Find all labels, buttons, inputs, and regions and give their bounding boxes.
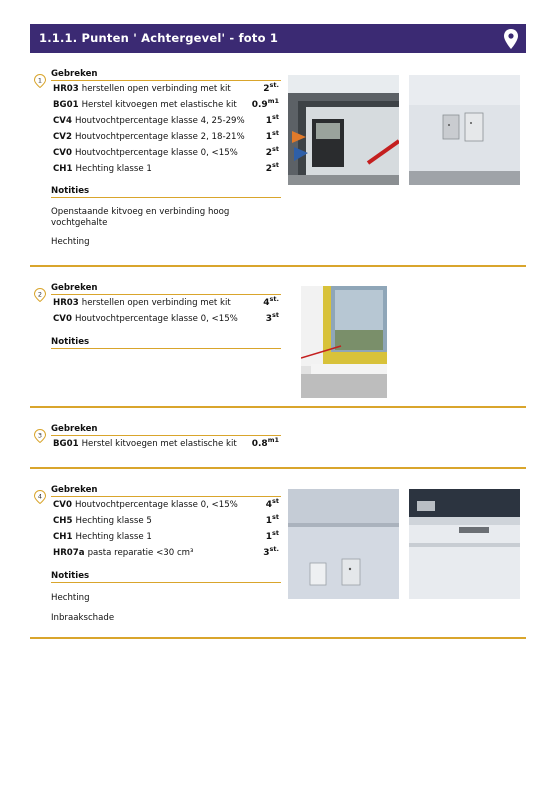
note-text: Hechting <box>51 237 90 247</box>
defect-row: CH5 Hechting klasse 5 1st <box>51 513 281 529</box>
defects-block-1 <box>51 69 281 248</box>
defects-block-4 <box>51 485 281 624</box>
heading-underline <box>51 197 281 198</box>
defect-row: CV0 Houtvochtpercentage klasse 0, <15% 4st <box>51 497 281 513</box>
photo-adhesion-test-sill[interactable] <box>288 489 399 599</box>
heading-underline <box>51 348 281 349</box>
defects-list <box>51 81 281 177</box>
item-number-3-icon <box>34 429 46 443</box>
defect-row: BG01 Herstel kitvoegen met elastische kit $0.9^{m1}$ <box>51 97 281 113</box>
photo-glue-test-strips[interactable] <box>409 75 520 185</box>
notes-heading: Notities <box>51 337 90 347</box>
defect-quantity: $2^{st.}$ <box>263 81 279 94</box>
item-separator <box>30 265 526 267</box>
item-number: 4 <box>37 492 43 501</box>
item-number-2-icon <box>34 288 46 302</box>
item-number-4-icon <box>34 490 46 504</box>
section-header <box>30 24 526 53</box>
defect-quantity: $0.9^{m1}$ <box>251 97 279 110</box>
defect-row: CV0 Houtvochtpercentage klasse 0, <15% 2st <box>51 145 281 161</box>
defects-heading: Gebreken <box>51 283 98 293</box>
defect-row: HR03 herstellen open verbinding met kit $2^{st.}$ <box>51 81 281 97</box>
item-number: 2 <box>37 290 43 299</box>
heading-underline <box>51 582 281 583</box>
defect-row: HR03 herstellen open verbinding met kit $4^{st.}$ <box>51 295 281 311</box>
defect-quantity: $4^{st.}$ <box>263 295 279 308</box>
defect-quantity: $0.8^{m1}$ <box>251 436 279 449</box>
photo-yellow-window-frame[interactable] <box>301 286 387 398</box>
note-text: Inbraakschade <box>51 613 115 623</box>
item-number: 3 <box>37 431 43 440</box>
photo-damage-sill-repair[interactable] <box>409 489 520 599</box>
defect-quantity: 2st <box>265 161 279 174</box>
defect-quantity: 3st <box>265 311 279 324</box>
note-text: Openstaande kitvoeg en verbinding hoog vochtgehalte <box>51 207 230 228</box>
item-separator <box>30 406 526 408</box>
defects-heading: Gebreken <box>51 424 98 434</box>
defects-heading: Gebreken <box>51 69 98 79</box>
defect-row: CV2 Houtvochtpercentage klasse 2, 18-21% 1st <box>51 129 281 145</box>
defect-quantity: 1st <box>265 113 279 126</box>
defect-quantity: 4st <box>265 497 279 510</box>
defect-quantity: 1st <box>265 513 279 526</box>
defect-quantity: $3^{st.}$ <box>263 545 279 558</box>
defect-row: CH1 Hechting klasse 1 2st <box>51 161 281 177</box>
defects-heading: Gebreken <box>51 485 98 495</box>
section-title: 1.1.1. Punten ' Achtergevel' - foto 1 <box>39 31 279 45</box>
defect-row: CV4 Houtvochtpercentage klasse 4, 25-29% 1st <box>51 113 281 129</box>
item-separator <box>30 637 526 639</box>
item-separator <box>30 467 526 469</box>
notes-heading: Notities <box>51 186 90 196</box>
defect-quantity: 1st <box>265 529 279 542</box>
defects-block-2 <box>51 283 281 349</box>
item-number-1-icon <box>34 74 46 88</box>
notes-heading: Notities <box>51 571 90 581</box>
defect-row: CV0 Houtvochtpercentage klasse 0, <15% 3st <box>51 311 281 327</box>
defect-row: HR07a pasta reparatie <30 cm³ $3^{st.}$ <box>51 545 281 561</box>
location-pin-icon[interactable] <box>504 29 518 49</box>
item-number: 1 <box>37 76 43 85</box>
defect-row: BG01 Herstel kitvoegen met elastische kit $0.8^{m1}$ <box>51 436 281 452</box>
defect-row: CH1 Hechting klasse 1 1st <box>51 529 281 545</box>
defect-quantity: 1st <box>265 129 279 142</box>
note-text: Hechting <box>51 593 90 603</box>
defects-block-3 <box>51 424 281 452</box>
defect-quantity: 2st <box>265 145 279 158</box>
photo-window-moisture-meter[interactable] <box>288 75 399 185</box>
